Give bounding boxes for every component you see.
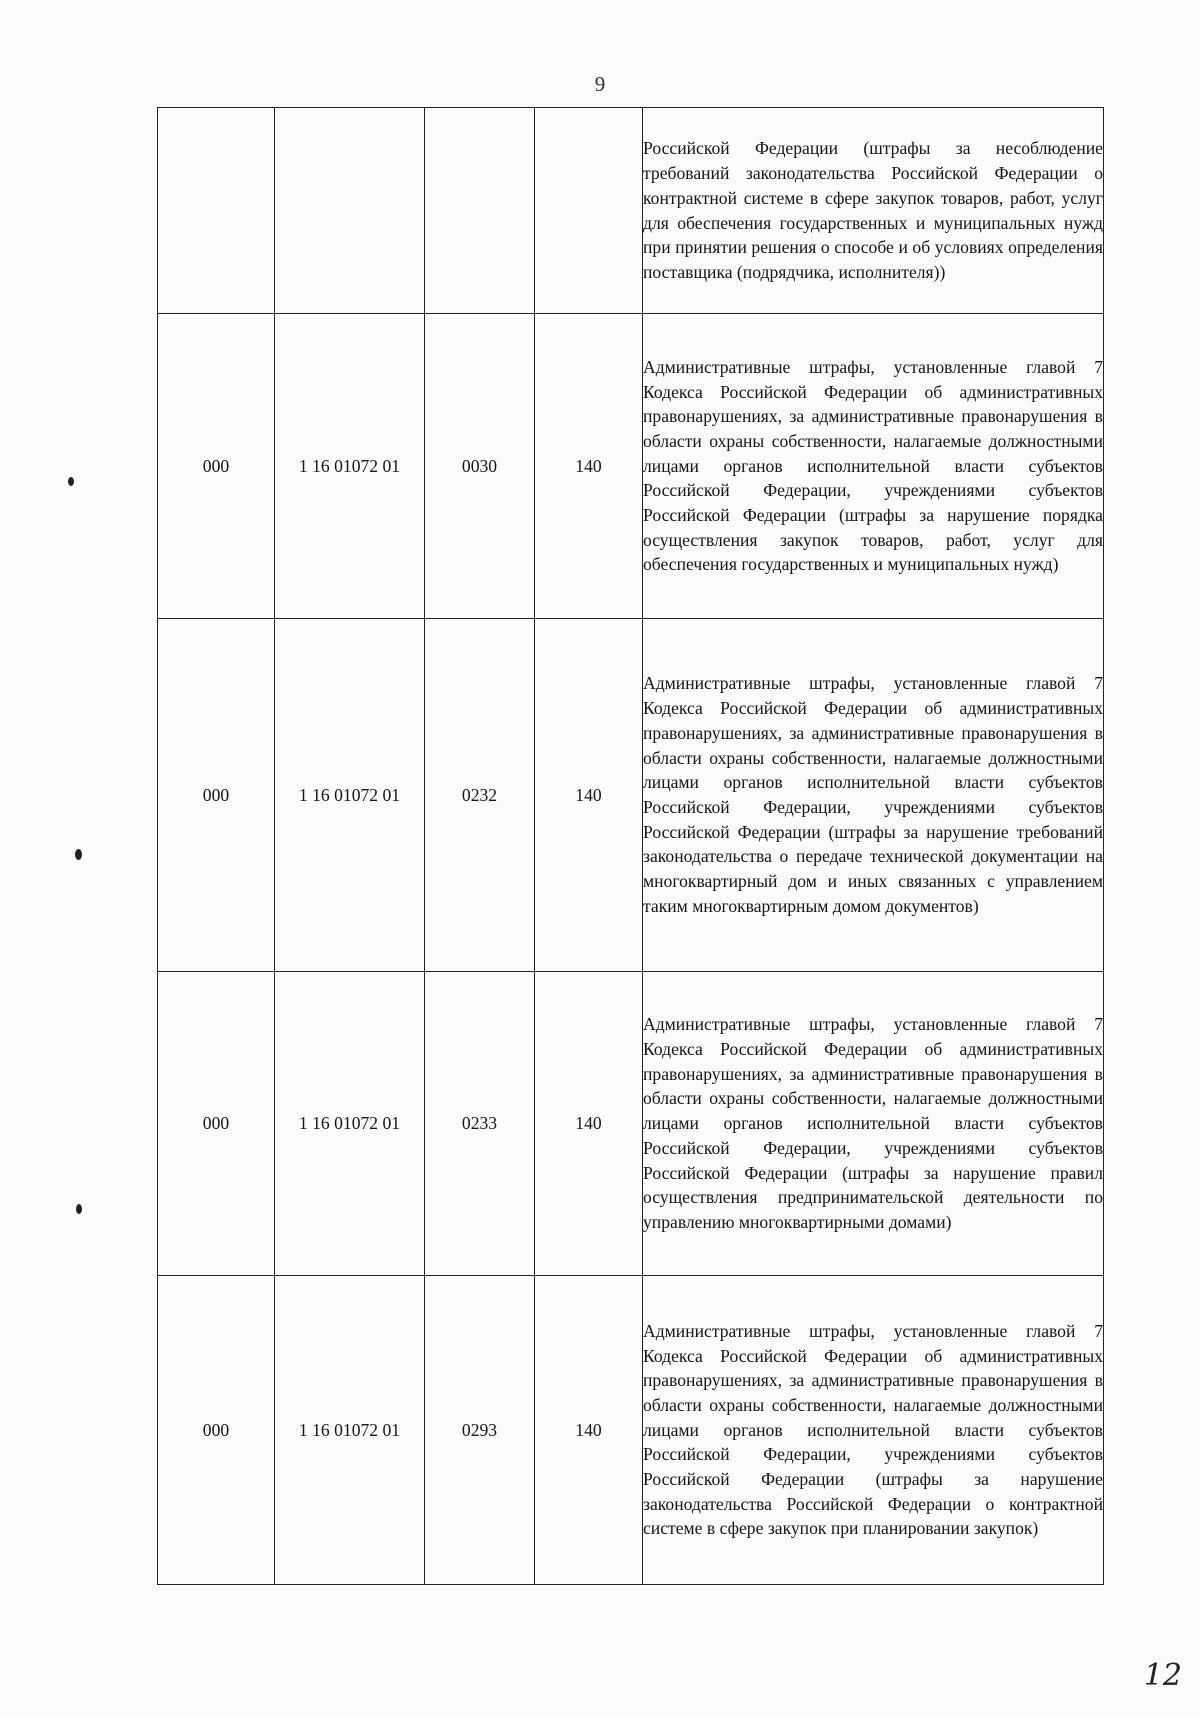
scan-speck <box>76 1204 82 1214</box>
cell-revenue-code: 1 16 01072 01 <box>275 314 425 619</box>
table-row <box>158 972 1104 1276</box>
cell-subtype-code: 0293 <box>425 1276 535 1585</box>
handwritten-page-mark: 12 <box>1143 1658 1182 1693</box>
cell-subtype-code: 0030 <box>425 314 535 619</box>
cell-description: Административные штрафы, установленные главой 7 Кодекса Российской Федерации об административных правонарушениях, за административные правонарушения в области охраны собственности, налагаемые должностными лицами органов исполнительной власти субъектов Российской Федерации, учреждениями субъектов Российской Федерации (штрафы за нарушение требований законодательства о передаче технической документации на многоквартирный дом и иных связанных с управлением таким многоквартирным домом документов) <box>643 619 1104 972</box>
table-row <box>158 619 1104 972</box>
cell-admin-code: 000 <box>158 619 275 972</box>
scan-speck <box>68 477 74 486</box>
scan-speck <box>75 849 82 860</box>
cell-admin-code: 000 <box>158 972 275 1276</box>
cell-revenue-code: 1 16 01072 01 <box>275 1276 425 1585</box>
cell-subtype-code <box>425 108 535 314</box>
cell-economic-code <box>535 108 643 314</box>
cell-admin-code <box>158 108 275 314</box>
cell-description: Административные штрафы, установленные главой 7 Кодекса Российской Федерации об административных правонарушениях, за административные правонарушения в области охраны собственности, налагаемые должностными лицами органов исполнительной власти субъектов Российской Федерации, учреждениями субъектов Российской Федерации (штрафы за нарушение законодательства Российской Федерации о контрактной системе в сфере закупок при планировании закупок) <box>643 1276 1104 1585</box>
cell-admin-code: 000 <box>158 314 275 619</box>
table-row <box>158 1276 1104 1585</box>
budget-codes-table <box>157 107 1104 1585</box>
cell-description: Административные штрафы, установленные главой 7 Кодекса Российской Федерации об административных правонарушениях, за административные правонарушения в области охраны собственности, налагаемые должностными лицами органов исполнительной власти субъектов Российской Федерации, учреждениями субъектов Российской Федерации (штрафы за нарушение порядка осуществления закупок товаров, работ, услуг для обеспечения государственных и муниципальных нужд) <box>643 314 1104 619</box>
cell-subtype-code: 0232 <box>425 619 535 972</box>
cell-revenue-code: 1 16 01072 01 <box>275 972 425 1276</box>
cell-description: Административные штрафы, установленные главой 7 Кодекса Российской Федерации об административных правонарушениях, за административные правонарушения в области охраны собственности, налагаемые должностными лицами органов исполнительной власти субъектов Российской Федерации, учреждениями субъектов Российской Федерации (штрафы за нарушение правил осуществления предпринимательской деятельности по управлению многоквартирными домами) <box>643 972 1104 1276</box>
table-row <box>158 314 1104 619</box>
cell-economic-code: 140 <box>535 619 643 972</box>
page-number: 9 <box>594 72 606 96</box>
cell-economic-code: 140 <box>535 314 643 619</box>
cell-description: Российской Федерации (штрафы за несоблюдение требований законодательства Российской Федерации о контрактной системе в сфере закупок товаров, работ, услуг для обеспечения государственных и муниципальных нужд при принятии решения о способе и об условиях определения поставщика (подрядчика, исполнителя)) <box>643 108 1104 314</box>
cell-economic-code: 140 <box>535 972 643 1276</box>
cell-revenue-code <box>275 108 425 314</box>
cell-revenue-code: 1 16 01072 01 <box>275 619 425 972</box>
table-row <box>158 108 1104 314</box>
cell-subtype-code: 0233 <box>425 972 535 1276</box>
cell-admin-code: 000 <box>158 1276 275 1585</box>
cell-economic-code: 140 <box>535 1276 643 1585</box>
